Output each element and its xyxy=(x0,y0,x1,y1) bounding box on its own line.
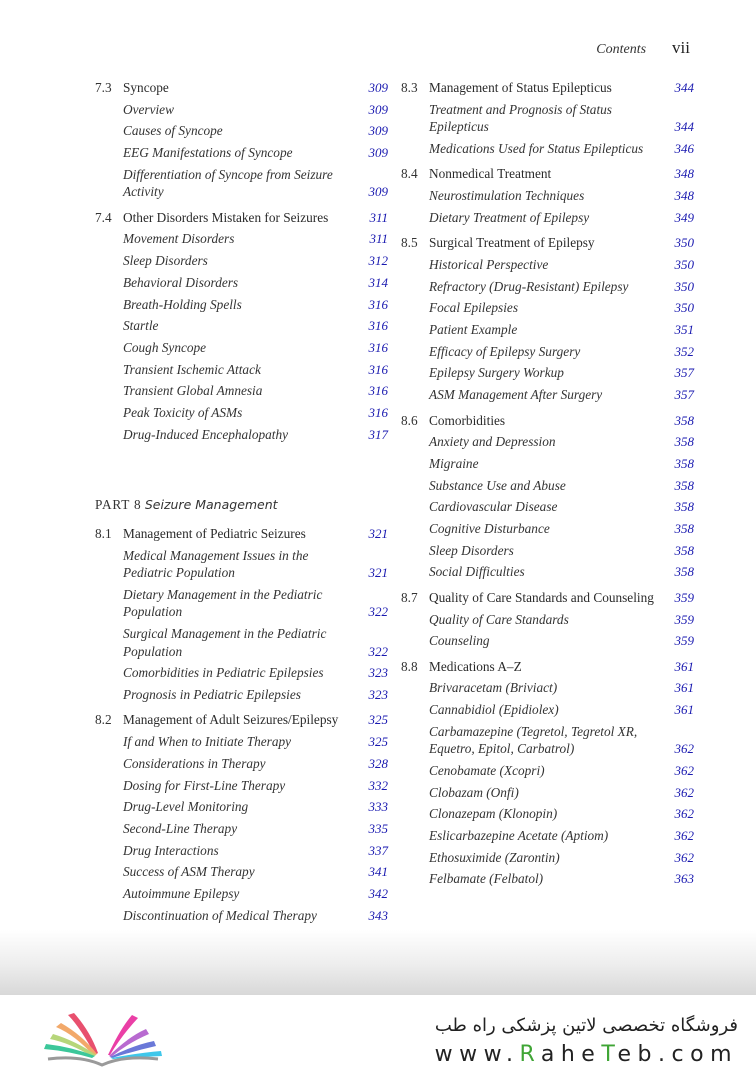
subsection-title: Brivaracetam (Briviact) xyxy=(429,680,558,696)
toc-entry-subsection[interactable] xyxy=(401,343,694,361)
page-number-link[interactable]: 346 xyxy=(674,140,694,156)
toc-entry-chapter[interactable] xyxy=(95,525,388,543)
toc-entry-subsection[interactable] xyxy=(95,296,388,314)
toc-entry-subsection[interactable] xyxy=(95,144,388,162)
toc-entry-subsection[interactable] xyxy=(401,563,694,581)
page-number-link[interactable]: 309 xyxy=(368,145,388,161)
page-number-link[interactable]: 352 xyxy=(674,343,694,359)
watermark-footer xyxy=(0,995,756,1080)
section-number: 8.5 xyxy=(401,235,418,251)
toc-entry-subsection[interactable] xyxy=(401,701,694,719)
page-number-link[interactable]: 321 xyxy=(368,526,388,541)
toc-entry-subsection[interactable] xyxy=(95,798,388,816)
page-number-link[interactable]: 350 xyxy=(674,278,694,294)
subsection-title: If and When to Initiate Therapy xyxy=(123,734,292,750)
page-number-link[interactable]: 361 xyxy=(674,702,694,718)
toc-entry-subsection[interactable] xyxy=(95,404,388,422)
toc-entry-subsection[interactable] xyxy=(95,274,388,292)
toc-column-left-bottom xyxy=(95,525,388,932)
site-suffix: eb.com xyxy=(617,1042,738,1067)
section-number: 8.4 xyxy=(401,166,418,182)
page-number-link[interactable]: 362 xyxy=(674,806,694,822)
page-number-link[interactable]: 348 xyxy=(674,188,694,204)
page-number-link[interactable]: 342 xyxy=(368,885,388,901)
section-number: 8.8 xyxy=(401,658,418,674)
toc-entry-subsection[interactable] xyxy=(95,820,388,838)
toc-entry-subsection[interactable] xyxy=(401,278,694,296)
subsection-title: Drug Interactions xyxy=(123,842,219,858)
running-head-page-number: vii xyxy=(672,38,690,57)
page-number-link[interactable]: 362 xyxy=(674,763,694,778)
store-name-persian: فروشگاه تخصصی لاتین پزشکی راه طب xyxy=(434,1015,738,1036)
subsection-title: Dietary Treatment of Epilepsy xyxy=(429,209,590,225)
toc-entry-subsection[interactable] xyxy=(401,187,694,205)
toc-entry-subsection[interactable] xyxy=(95,361,388,379)
subsection-title: Sleep Disorders xyxy=(429,542,514,558)
toc-entry-chapter[interactable] xyxy=(95,711,388,729)
toc-entry-subsection[interactable] xyxy=(401,256,694,274)
section-title: Syncope xyxy=(123,80,169,95)
page-number-link[interactable]: 314 xyxy=(368,274,388,290)
toc-entry-subsection[interactable] xyxy=(401,364,694,382)
toc-section xyxy=(401,589,694,650)
page-number-link[interactable]: 312 xyxy=(368,253,388,269)
toc-entry-subsection[interactable] xyxy=(401,784,694,802)
toc-entry-chapter[interactable] xyxy=(401,658,694,676)
toc-entry-chapter[interactable] xyxy=(95,209,388,227)
page-number-link[interactable]: 316 xyxy=(368,361,388,377)
site-prefix: www. xyxy=(434,1042,520,1067)
page-number-link[interactable]: 358 xyxy=(674,521,694,536)
site-letter-t: T xyxy=(601,1042,618,1067)
toc-entry-chapter[interactable] xyxy=(401,165,694,183)
page-number-link[interactable]: 361 xyxy=(674,658,694,674)
page-number-link[interactable]: 335 xyxy=(368,820,388,836)
toc-entry-subsection[interactable] xyxy=(95,733,388,751)
toc-entry-subsection[interactable] xyxy=(95,230,388,248)
toc-column-right xyxy=(401,79,694,896)
subsection-title: EEG Manifestations of Syncope xyxy=(123,145,293,161)
subsection-title: Startle xyxy=(123,318,159,334)
subsection-title: Social Difficulties xyxy=(429,564,525,580)
section-title: Quality of Care Standards and Counseling xyxy=(429,589,654,605)
page-number-link[interactable]: 321 xyxy=(368,565,388,581)
toc-entry-subsection[interactable] xyxy=(401,101,694,136)
subsection-title: Focal Epilepsies xyxy=(429,300,518,316)
subsection-title: Drug-Level Monitoring xyxy=(123,799,249,815)
toc-entry-subsection[interactable] xyxy=(95,907,388,925)
page-number-link[interactable]: 361 xyxy=(674,680,694,696)
toc-entry-subsection[interactable] xyxy=(95,382,388,400)
page-number-link[interactable]: 350 xyxy=(674,256,694,272)
page-number-link[interactable]: 358 xyxy=(674,412,694,428)
toc-entry-subsection[interactable] xyxy=(401,611,694,629)
subsection-title: Clonazepam (Klonopin) xyxy=(429,806,558,822)
toc-entry-subsection[interactable] xyxy=(95,842,388,860)
page-number-link[interactable]: 358 xyxy=(674,542,694,558)
toc-entry-subsection[interactable] xyxy=(95,686,388,704)
subsection-title: Sleep Disorders xyxy=(123,253,208,269)
subsection-title: Differentiation of Syncope from Seizure Activity xyxy=(123,166,333,200)
toc-section xyxy=(401,234,694,403)
subsection-title: Substance Use and Abuse xyxy=(429,477,566,493)
page-number-link[interactable]: 357 xyxy=(674,365,694,381)
toc-entry-subsection[interactable] xyxy=(95,625,388,660)
subsection-title: Causes of Syncope xyxy=(123,123,223,139)
page-number-link[interactable]: 358 xyxy=(674,499,694,515)
section-number: 8.3 xyxy=(401,80,418,95)
page-number-link[interactable]: 316 xyxy=(368,318,388,334)
subsection-title: Refractory (Drug-Resistant) Epilepsy xyxy=(429,278,629,294)
toc-entry-subsection[interactable] xyxy=(95,547,388,582)
toc-entry-subsection[interactable] xyxy=(95,755,388,773)
section-number: 8.7 xyxy=(401,589,418,605)
toc-entry-chapter[interactable] xyxy=(401,79,694,97)
subsection-title: Quality of Care Standards xyxy=(429,611,569,627)
page-number-link[interactable]: 322 xyxy=(368,643,388,659)
toc-section xyxy=(401,658,694,888)
toc-entry-subsection[interactable] xyxy=(95,863,388,881)
page-number-link[interactable]: 316 xyxy=(368,404,388,420)
page-number-link[interactable]: 358 xyxy=(674,434,694,450)
subsection-title: Eslicarbazepine Acetate (Aptiom) xyxy=(429,828,609,844)
section-number: 8.6 xyxy=(401,412,418,428)
page-number-link[interactable]: 344 xyxy=(674,80,694,95)
subsection-title: Ethosuximide (Zarontin) xyxy=(429,849,560,865)
subsection-title: Autoimmune Epilepsy xyxy=(123,885,240,901)
page-number-link[interactable]: 341 xyxy=(368,864,388,880)
section-number: 7.3 xyxy=(95,80,112,95)
toc-entry-subsection[interactable] xyxy=(401,321,694,339)
page-number-link[interactable]: 325 xyxy=(368,734,388,750)
running-head xyxy=(596,38,690,58)
toc-entry-subsection[interactable] xyxy=(401,632,694,650)
subsection-title: Medical Management Issues in the Pediatric Population xyxy=(123,547,309,581)
toc-entry-subsection[interactable] xyxy=(401,455,694,473)
subsection-title: Felbamate (Felbatol) xyxy=(429,871,544,887)
subsection-title: Overview xyxy=(123,101,174,117)
page-number-link[interactable]: 351 xyxy=(674,322,694,337)
page-number-link[interactable]: 328 xyxy=(368,755,388,771)
subsection-title: Dietary Management in the Pediatric Population xyxy=(123,586,323,620)
page-number-link[interactable]: 311 xyxy=(369,231,388,247)
toc-section xyxy=(95,79,388,201)
toc-entry-subsection[interactable] xyxy=(95,101,388,119)
page-number-link[interactable]: 316 xyxy=(368,296,388,312)
section-title: Management of Adult Seizures/Epilepsy xyxy=(123,712,339,728)
section-number: 7.4 xyxy=(95,209,112,225)
section-title: Management of Pediatric Seizures xyxy=(123,526,306,541)
subsection-title: Behavioral Disorders xyxy=(123,274,239,290)
page-number-link[interactable]: 309 xyxy=(368,101,388,117)
toc-entry-subsection[interactable] xyxy=(401,849,694,867)
toc-entry-subsection[interactable] xyxy=(401,542,694,560)
subsection-title: Drug-Induced Encephalopathy xyxy=(123,426,289,442)
page-number-link[interactable]: 357 xyxy=(674,387,694,403)
section-title: Medications A–Z xyxy=(429,658,522,674)
page-number-link[interactable]: 362 xyxy=(674,849,694,865)
subsection-title: Comorbidities in Pediatric Epilepsies xyxy=(123,665,324,681)
page-number-link[interactable]: 350 xyxy=(674,300,694,316)
toc-entry-subsection[interactable] xyxy=(95,777,388,795)
toc-section xyxy=(95,209,388,443)
page-number-link[interactable]: 323 xyxy=(368,686,388,702)
section-title: Surgical Treatment of Epilepsy xyxy=(429,235,595,251)
subsection-title: Breath-Holding Spells xyxy=(123,296,242,312)
page-number-link[interactable]: 358 xyxy=(674,564,694,580)
subsection-title: Neurostimulation Techniques xyxy=(429,188,585,204)
toc-entry-subsection[interactable] xyxy=(95,339,388,357)
toc-entry-subsection[interactable] xyxy=(401,805,694,823)
toc-entry-chapter[interactable] xyxy=(401,412,694,430)
toc-entry-subsection[interactable] xyxy=(95,317,388,335)
toc-entry-subsection[interactable] xyxy=(401,140,694,158)
page-number-link[interactable]: 322 xyxy=(368,604,388,620)
page-number-link[interactable]: 343 xyxy=(368,907,388,923)
running-head-title: Contents xyxy=(596,42,647,57)
toc-entry-subsection[interactable] xyxy=(401,299,694,317)
store-website-link[interactable] xyxy=(435,1042,738,1067)
page-number-link[interactable]: 363 xyxy=(674,871,694,887)
subsection-title: Surgical Management in the Pediatric Population xyxy=(123,626,327,659)
section-title: Management of Status Epilepticus xyxy=(429,80,612,95)
page-number-link[interactable]: 350 xyxy=(674,235,694,251)
page-number-link[interactable]: 316 xyxy=(368,339,388,355)
page-number-link[interactable]: 359 xyxy=(674,611,694,627)
subsection-title: Migraine xyxy=(429,455,479,471)
toc-entry-subsection[interactable] xyxy=(401,386,694,404)
section-title: Comorbidities xyxy=(429,412,506,428)
page-number-link[interactable]: 309 xyxy=(368,80,388,95)
page-number-link[interactable]: 362 xyxy=(674,828,694,844)
toc-entry-subsection[interactable] xyxy=(401,870,694,888)
subsection-title: Efficacy of Epilepsy Surgery xyxy=(429,343,581,359)
toc-section xyxy=(95,711,388,924)
subsection-title: Cognitive Disturbance xyxy=(429,521,550,536)
page-number-link[interactable]: 349 xyxy=(674,209,694,225)
page-number-link[interactable]: 309 xyxy=(368,123,388,139)
toc-column-left-top xyxy=(95,79,388,451)
toc-entry-subsection[interactable] xyxy=(401,433,694,451)
toc-section xyxy=(401,412,694,581)
part-heading xyxy=(95,497,278,513)
toc-entry-subsection[interactable] xyxy=(401,679,694,697)
subsection-title: Historical Perspective xyxy=(429,256,549,272)
subsection-title: Treatment and Prognosis of Status Epilepticus xyxy=(429,101,612,135)
part-label: PART 8 xyxy=(95,497,142,512)
section-number: 8.1 xyxy=(95,526,112,541)
part-title: Seizure Management xyxy=(144,497,278,512)
subsection-title: Success of ASM Therapy xyxy=(123,864,255,880)
subsection-title: Transient Global Amnesia xyxy=(123,383,263,399)
toc-section xyxy=(401,79,694,157)
subsection-title: Prognosis in Pediatric Epilepsies xyxy=(123,686,301,702)
page-number-link[interactable]: 359 xyxy=(674,589,694,605)
page-number-link[interactable]: 311 xyxy=(369,209,388,225)
page-number-link[interactable]: 325 xyxy=(368,712,388,728)
toc-entry-chapter[interactable] xyxy=(401,589,694,607)
subsection-title: Second-Line Therapy xyxy=(123,820,238,836)
open-book-rainbow-logo-icon xyxy=(40,1007,165,1069)
page-number-link[interactable]: 332 xyxy=(368,777,388,793)
subsection-title: ASM Management After Surgery xyxy=(429,387,603,403)
site-ahe: ahe xyxy=(540,1042,602,1067)
page-number-link[interactable]: 323 xyxy=(368,665,388,681)
section-title: Nonmedical Treatment xyxy=(429,166,552,182)
page-number-link[interactable]: 333 xyxy=(368,799,388,815)
toc-entry-subsection[interactable] xyxy=(401,520,694,538)
page-number-link[interactable]: 359 xyxy=(674,633,694,649)
toc-entry-chapter[interactable] xyxy=(95,79,388,97)
page-number-link[interactable]: 344 xyxy=(674,119,694,135)
toc-entry-subsection[interactable] xyxy=(401,477,694,495)
page-number-link[interactable]: 362 xyxy=(674,784,694,800)
subsection-title: Transient Ischemic Attack xyxy=(123,361,261,377)
toc-section xyxy=(401,165,694,226)
page-number-link[interactable]: 316 xyxy=(368,383,388,399)
subsection-title: Cough Syncope xyxy=(123,339,207,355)
page-number-link[interactable]: 337 xyxy=(368,842,388,858)
subsection-title: Cenobamate (Xcopri) xyxy=(429,763,545,778)
toc-entry-subsection[interactable] xyxy=(95,426,388,444)
page-number-link[interactable]: 317 xyxy=(368,426,388,442)
subsection-title: Patient Example xyxy=(429,322,518,337)
subsection-title: Epilepsy Surgery Workup xyxy=(429,365,564,381)
toc-entry-subsection[interactable] xyxy=(401,827,694,845)
toc-entry-subsection[interactable] xyxy=(401,723,694,758)
subsection-title: Cannabidiol (Epidiolex) xyxy=(429,702,559,718)
toc-entry-subsection[interactable] xyxy=(401,209,694,227)
subsection-title: Dosing for First-Line Therapy xyxy=(123,777,286,793)
toc-section xyxy=(95,525,388,703)
subsection-title: Carbamazepine (Tegretol, Tegretol XR, Equetro, Epitol, Carbatrol) xyxy=(429,723,638,757)
subsection-title: Clobazam (Onfi) xyxy=(429,784,519,800)
page-number-link[interactable]: 309 xyxy=(368,184,388,200)
subsection-title: Considerations in Therapy xyxy=(123,755,266,771)
toc-entry-subsection[interactable] xyxy=(95,252,388,270)
site-letter-r: R xyxy=(519,1042,541,1067)
toc-entry-subsection[interactable] xyxy=(95,122,388,140)
toc-entry-subsection[interactable] xyxy=(95,166,388,201)
subsection-title: Medications Used for Status Epilepticus xyxy=(429,140,644,156)
toc-entry-subsection[interactable] xyxy=(95,586,388,621)
page-number-link[interactable]: 358 xyxy=(674,455,694,471)
subsection-title: Counseling xyxy=(429,633,490,649)
toc-entry-subsection[interactable] xyxy=(95,664,388,682)
subsection-title: Discontinuation of Medical Therapy xyxy=(123,907,317,923)
toc-entry-subsection[interactable] xyxy=(95,885,388,903)
section-title: Other Disorders Mistaken for Seizures xyxy=(123,209,329,225)
toc-entry-subsection[interactable] xyxy=(401,762,694,780)
subsection-title: Anxiety and Depression xyxy=(429,434,556,450)
toc-entry-subsection[interactable] xyxy=(401,498,694,516)
subsection-title: Peak Toxicity of ASMs xyxy=(123,404,243,420)
subsection-title: Cardiovascular Disease xyxy=(429,499,558,515)
section-number: 8.2 xyxy=(95,712,112,728)
page-number-link[interactable]: 348 xyxy=(674,166,694,182)
page-number-link[interactable]: 358 xyxy=(674,477,694,493)
toc-entry-chapter[interactable] xyxy=(401,234,694,252)
subsection-title: Movement Disorders xyxy=(123,231,235,247)
page-number-link[interactable]: 362 xyxy=(674,741,694,757)
